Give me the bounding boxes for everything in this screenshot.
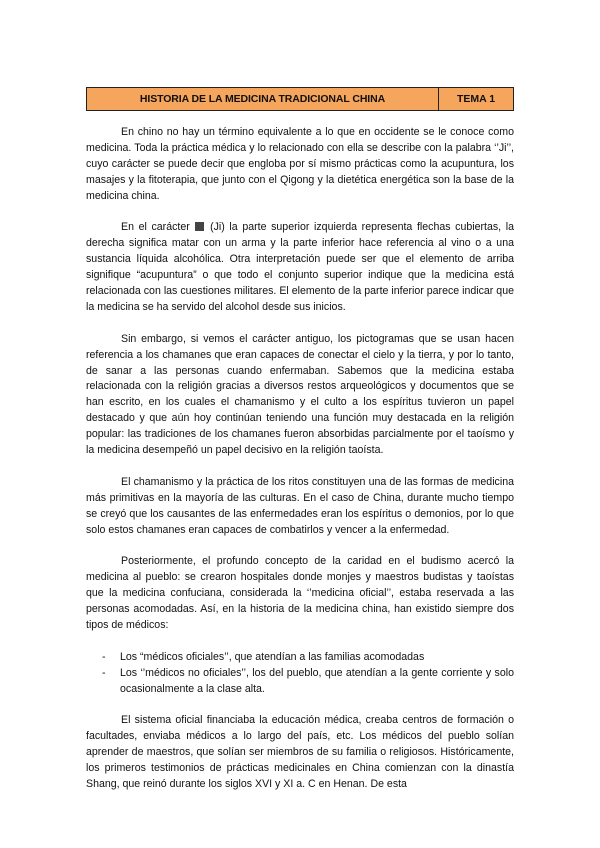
paragraph-5: Posteriormente, el profundo concepto de la caridad en el budismo acercó la medicina al pueblo: se crearon hospitales donde monjes y maestros budistas y taoístas que la medicina confuciana, considerada la ‘’medicina oficial’’, estaba reservada a las personas acomodadas. Así, en la historia de la medicina china, han existido siempre dos tipos de médicos: bbox=[86, 555, 514, 632]
doctor-types-list bbox=[86, 650, 514, 698]
document-header bbox=[86, 87, 514, 111]
chinese-character-icon bbox=[195, 222, 204, 231]
list-item bbox=[86, 650, 514, 666]
list-bullet: - bbox=[102, 666, 106, 679]
paragraph-2 bbox=[86, 220, 514, 315]
paragraph-1: En chino no hay un término equivalente a lo que en occidente se le conoce como medicina. Toda la práctica médica y lo relacionado con ella se describe con la palabra ‘’Ji’’, cuyo carácter se puede decir que engloba por sí mismo prácticas como la acupuntura, los masajes y la fitoterapia, que junto con el Qigong y la dietética energética son la base de la medicina china. bbox=[86, 126, 514, 202]
document-body bbox=[86, 125, 514, 809]
paragraph-3: Sin embargo, si vemos el carácter antiguo, los pictogramas que se usan hacen referencia a los chamanes que eran capaces de conectar el cielo y la tierra, y por lo tanto, de sanar a las personas cuando enfermaban. Sabemos que la medicina estaba relacionada con la religión gracias a diversos restos arqueológicos y documentos que se han escrito, en los cuales el chamanismo y el culto a los espíritus tuvieron un papel destacado y que aún hoy continúan teniendo una función muy destacada en la religión popular: las tradiciones de los chamanes fueron absorbidas parcialmente por el taoísmo y la medicina desempeñó un papel decisivo en la religión taoísta. bbox=[86, 332, 514, 457]
list-item-text: Los ‘’médicos no oficiales’’, los del pueblo, que atendían a la gente corriente y solo ocasionalmente a la clase alta. bbox=[120, 666, 514, 695]
header-topic: TEMA 1 bbox=[439, 88, 513, 110]
list-item-text: Los “médicos oficiales’’, que atendían a las familias acomodadas bbox=[120, 650, 425, 663]
paragraph-6: El sistema oficial financiaba la educación médica, creaba centros de formación o facultades, enviaba médicos a lo largo del país, etc. Los médicos del pueblo solían aprender de maestros, que solían ser miembros de su familia o religiosos. Históricamente, los primeros testimonios de prácticas medicinales en China comienzan con la dinastía Shang, que reinó durante los siglos XVI y XI a. C en Henan. De esta bbox=[86, 714, 514, 791]
header-title: HISTORIA DE LA MEDICINA TRADICIONAL CHINA bbox=[87, 88, 439, 110]
list-bullet: - bbox=[102, 650, 106, 663]
paragraph-4: El chamanismo y la práctica de los ritos constituyen una de las formas de medicina más primitivas en la mayoría de las culturas. En el caso de China, durante mucho tiempo se creyó que los causantes de las enfermedades eran los espíritus o demonios, por lo que solo estos chamanes eran capaces de combatirlos y vencer a la enfermedad. bbox=[86, 475, 514, 536]
paragraph-2-prefix: En el carácter bbox=[121, 221, 190, 234]
paragraph-2-text: (Ji) la parte superior izquierda representa flechas cubiertas, la derecha significa matar con un arma y la parte inferior hace referencia al vino o a una sustancia líquida alcohólica. Otra interpretación puede ser que el elemento de arriba signifique “acupuntura” o que todo el conjunto superior indique que la medicina está relacionada con las cuestiones militares. El elemento de la parte inferior parece indicar que la medicina se ha servido del alcohol desde sus inicios. bbox=[86, 221, 514, 313]
list-item bbox=[86, 666, 514, 698]
